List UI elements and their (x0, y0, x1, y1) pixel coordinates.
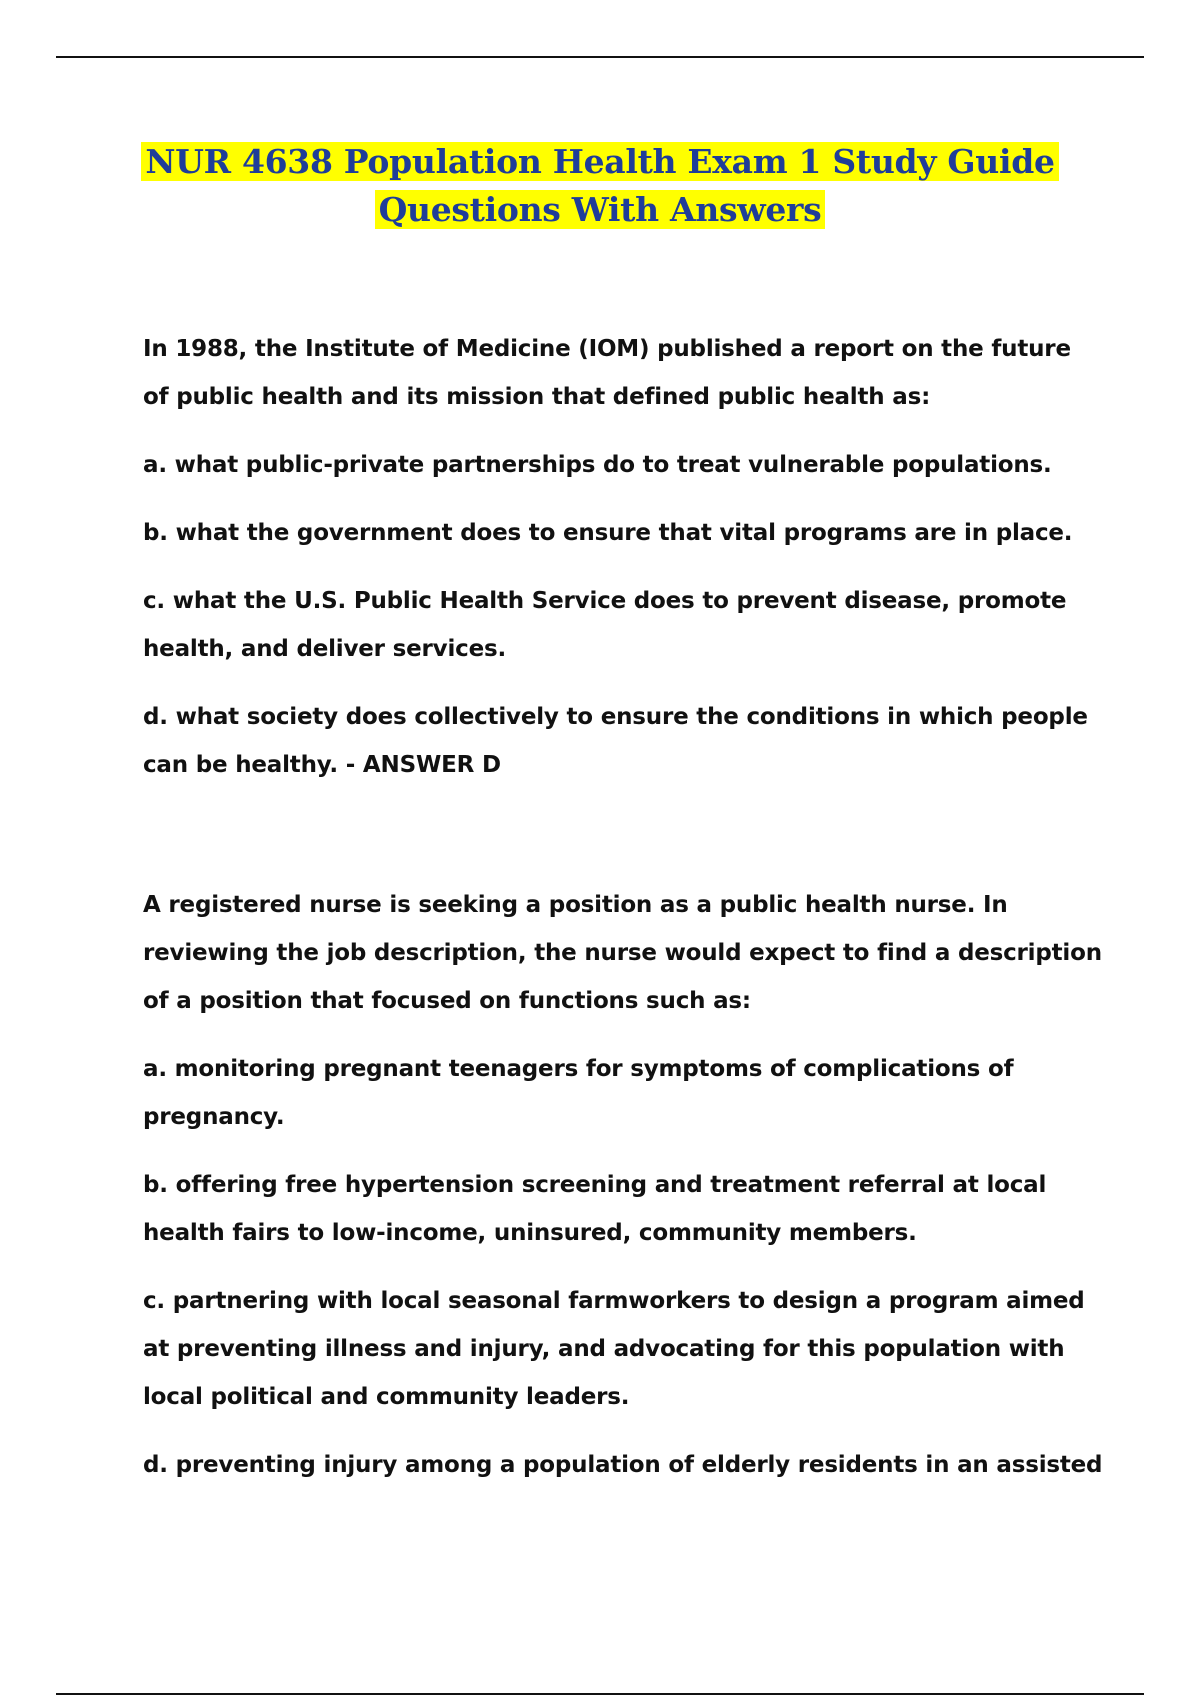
question-2-option-a: a. monitoring pregnant teenagers for symptoms of complications of pregnancy. (143, 1056, 1014, 1130)
question-2-option-c: c. partnering with local seasonal farmworkers to design a program aimed at preventing illness and injury, and advocating for this population with local political and community leaders. (143, 1288, 1085, 1410)
question-1-option-d: d. what society does collectively to ensure the conditions in which people can be healthy. - ANSWER D (143, 704, 1088, 778)
question-2 (143, 881, 1103, 1489)
document-body (143, 325, 1103, 1489)
title-line-2: Questions With Answers (375, 190, 826, 229)
question-1-option-c: c. what the U.S. Public Health Service does to prevent disease, promote health, and deliver services. (143, 588, 1067, 662)
question-2-option-d: d. preventing injury among a population of elderly residents in an assisted (143, 1452, 1103, 1478)
question-1-option-b: b. what the government does to ensure that vital programs are in place. (143, 520, 1073, 546)
question-2-option-b: b. offering free hypertension screening and treatment referral at local health fairs to low-income, uninsured, community members. (143, 1172, 1047, 1246)
header-rule (56, 56, 1144, 58)
question-1 (143, 325, 1103, 789)
question-1-stem: In 1988, the Institute of Medicine (IOM) published a report on the future of public health and its mission that defined public health as: (143, 336, 1071, 410)
footer-rule (56, 1693, 1144, 1695)
question-1-option-a: a. what public-private partnerships do to treat vulnerable populations. (143, 452, 1052, 478)
document-title (0, 138, 1200, 234)
question-2-stem: A registered nurse is seeking a position as a public health nurse. In reviewing the job description, the nurse would expect to find a description of a position that focused on functions such as: (143, 892, 1102, 1014)
title-line-1: NUR 4638 Population Health Exam 1 Study Guide (141, 142, 1058, 181)
